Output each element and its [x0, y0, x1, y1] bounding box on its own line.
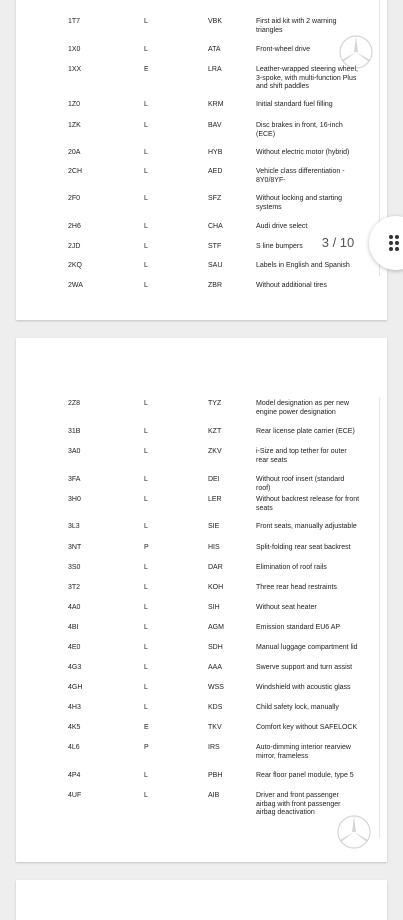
- option-abbr: KDS: [208, 704, 223, 711]
- option-abbr: WSS: [208, 684, 224, 691]
- option-description: Emission standard EU6 AP: [256, 624, 341, 631]
- option-category: E: [144, 66, 149, 73]
- option-code: 2F0: [68, 195, 81, 202]
- option-abbr: PBH: [208, 772, 223, 779]
- option-code: 2CH: [68, 168, 83, 175]
- option-description: Without additional tires: [256, 282, 327, 289]
- option-description: Rear license plate carrier (ECE): [256, 428, 355, 435]
- option-abbr: TKV: [208, 724, 222, 731]
- option-category: L: [144, 149, 148, 156]
- option-category: L: [144, 684, 148, 691]
- option-description: Front-wheel drive: [256, 46, 311, 53]
- option-description: Leather-wrapped steering wheel, 3-spoke, with multi-function Plus and shift paddles: [256, 66, 358, 90]
- option-category: L: [144, 195, 148, 202]
- option-description: Windshield with acoustic glass: [256, 684, 351, 691]
- option-description: Rear floor panel module, type 5: [256, 772, 354, 779]
- option-code: 4UF: [68, 792, 82, 799]
- option-abbr: AGM: [208, 624, 224, 631]
- option-abbr: SDH: [208, 644, 223, 651]
- option-abbr: AIB: [208, 792, 220, 799]
- option-description: Split-folding rear seat backrest: [256, 544, 351, 551]
- option-abbr: CHA: [208, 223, 223, 230]
- option-category: L: [144, 18, 148, 25]
- option-code: 3NT: [68, 544, 82, 551]
- option-category: L: [144, 604, 148, 611]
- option-description: Manual luggage compartment lid: [256, 644, 358, 651]
- option-category: L: [144, 243, 148, 250]
- option-code: 1X0: [68, 46, 81, 53]
- document-page-2: [16, 338, 387, 862]
- option-category: L: [144, 262, 148, 269]
- option-description: Model designation as per new engine power designation: [256, 400, 350, 416]
- option-abbr: VBK: [208, 18, 223, 25]
- option-code: 2H6: [68, 223, 81, 230]
- option-abbr: HYB: [208, 149, 223, 156]
- option-category: L: [144, 282, 148, 289]
- option-code: 3FA: [68, 476, 81, 483]
- option-description: Initial standard fuel filling: [256, 101, 333, 108]
- option-category: L: [144, 704, 148, 711]
- option-abbr: TYZ: [208, 400, 222, 407]
- option-category: L: [144, 772, 148, 779]
- option-abbr: SIE: [208, 523, 220, 530]
- option-category: L: [144, 624, 148, 631]
- option-abbr: SIH: [208, 604, 220, 611]
- option-code: 4G3: [68, 664, 82, 671]
- option-description: Three rear head restraints: [256, 584, 337, 591]
- option-code: 4A0: [68, 604, 81, 611]
- option-abbr: IRS: [208, 744, 220, 751]
- option-description: Without locking and starting systems: [256, 195, 342, 211]
- option-code: 31B: [68, 428, 81, 435]
- option-category: L: [144, 496, 148, 503]
- page-indicator: 3 / 10: [312, 230, 364, 256]
- option-abbr: LER: [208, 496, 222, 503]
- option-category: L: [144, 448, 148, 455]
- option-code: 1Z0: [68, 101, 81, 108]
- option-category: L: [144, 400, 148, 407]
- option-abbr: ATA: [208, 46, 221, 53]
- option-description: Vehicle class differentiation - 8Y0/8YF-: [256, 168, 345, 184]
- option-description: Comfort key without SAFELOCK: [256, 724, 358, 731]
- option-description: First aid kit with 2 warning triangles: [256, 18, 337, 34]
- option-category: L: [144, 46, 148, 53]
- option-description: Child safety lock, manually: [256, 704, 339, 711]
- option-category: L: [144, 644, 148, 651]
- option-code: 3T2: [68, 584, 81, 591]
- option-abbr: LRA: [208, 66, 222, 73]
- option-abbr: ZBR: [208, 282, 222, 289]
- option-abbr: AED: [208, 168, 223, 175]
- option-code: 3H0: [68, 496, 81, 503]
- option-code: 1T7: [68, 18, 81, 25]
- dots-grid-icon: [389, 235, 403, 251]
- option-description: Labels in English and Spanish: [256, 262, 350, 269]
- option-code: 3L3: [68, 523, 80, 530]
- option-code: 4K5: [68, 724, 81, 731]
- option-abbr: SFZ: [208, 195, 222, 202]
- option-category: L: [144, 428, 148, 435]
- option-description: Without backrest release for front seats: [256, 496, 360, 512]
- option-code: 4GH: [68, 684, 83, 691]
- option-abbr: STF: [208, 243, 222, 250]
- option-code: 1XX: [68, 66, 82, 73]
- option-abbr: DEI: [208, 476, 220, 483]
- option-category: P: [144, 744, 149, 751]
- option-description: Without seat heater: [256, 604, 317, 611]
- option-category: L: [144, 584, 148, 591]
- option-code: 1ZK: [68, 122, 81, 129]
- option-code: 3S0: [68, 564, 81, 571]
- option-code: 4H3: [68, 704, 81, 711]
- option-abbr: AAA: [208, 664, 223, 671]
- option-description: Audi drive select: [256, 223, 308, 230]
- option-abbr: HIS: [208, 544, 220, 551]
- option-abbr: KZT: [208, 428, 222, 435]
- document-page-3: [16, 880, 387, 920]
- option-code: 2WA: [68, 282, 83, 289]
- option-description: Driver and front passenger airbag with front passenger airbag deactivation: [256, 792, 341, 816]
- option-description: Elimination of roof rails: [256, 564, 327, 571]
- option-description: S line bumpers: [256, 243, 303, 250]
- option-category: E: [144, 724, 149, 731]
- option-description: i-Size and top tether for outer rear seats: [256, 448, 347, 464]
- option-code: 4P4: [68, 772, 81, 779]
- option-category: L: [144, 223, 148, 230]
- option-code: 4BI: [68, 624, 79, 631]
- option-category: L: [144, 523, 148, 530]
- document-page-1: [16, 0, 387, 320]
- option-description: Disc brakes in front, 16-inch (ECE): [256, 122, 343, 138]
- option-category: L: [144, 168, 148, 175]
- option-category: L: [144, 101, 148, 108]
- option-category: L: [144, 792, 148, 799]
- option-code: 4E0: [68, 644, 81, 651]
- option-category: L: [144, 564, 148, 571]
- option-category: L: [144, 476, 148, 483]
- option-category: P: [144, 544, 149, 551]
- option-code: 2Z8: [68, 400, 81, 407]
- option-code: 20A: [68, 149, 81, 156]
- option-abbr: DAR: [208, 564, 223, 571]
- option-abbr: KOH: [208, 584, 224, 591]
- option-code: 2JD: [68, 243, 81, 250]
- option-description: Swerve support and turn assist: [256, 664, 353, 671]
- option-code: 3A0: [68, 448, 81, 455]
- option-description: Front seats, manually adjustable: [256, 523, 357, 530]
- option-code: 4L6: [68, 744, 80, 751]
- option-code: 2KQ: [68, 262, 83, 269]
- option-description: Auto-dimming interior rearview mirror, frameless: [256, 744, 351, 760]
- option-description: Without roof insert (standard roof): [256, 476, 345, 492]
- option-abbr: ZKV: [208, 448, 222, 455]
- mercedes-star-watermark-icon: [338, 34, 374, 70]
- mercedes-star-watermark-icon: [336, 814, 372, 850]
- option-description: Without electric motor (hybrid): [256, 149, 350, 156]
- option-abbr: BAV: [208, 122, 222, 129]
- equipment-table-page-2: [56, 398, 380, 838]
- option-abbr: SAU: [208, 262, 223, 269]
- option-category: L: [144, 664, 148, 671]
- option-category: L: [144, 122, 148, 129]
- option-abbr: KRM: [208, 101, 224, 108]
